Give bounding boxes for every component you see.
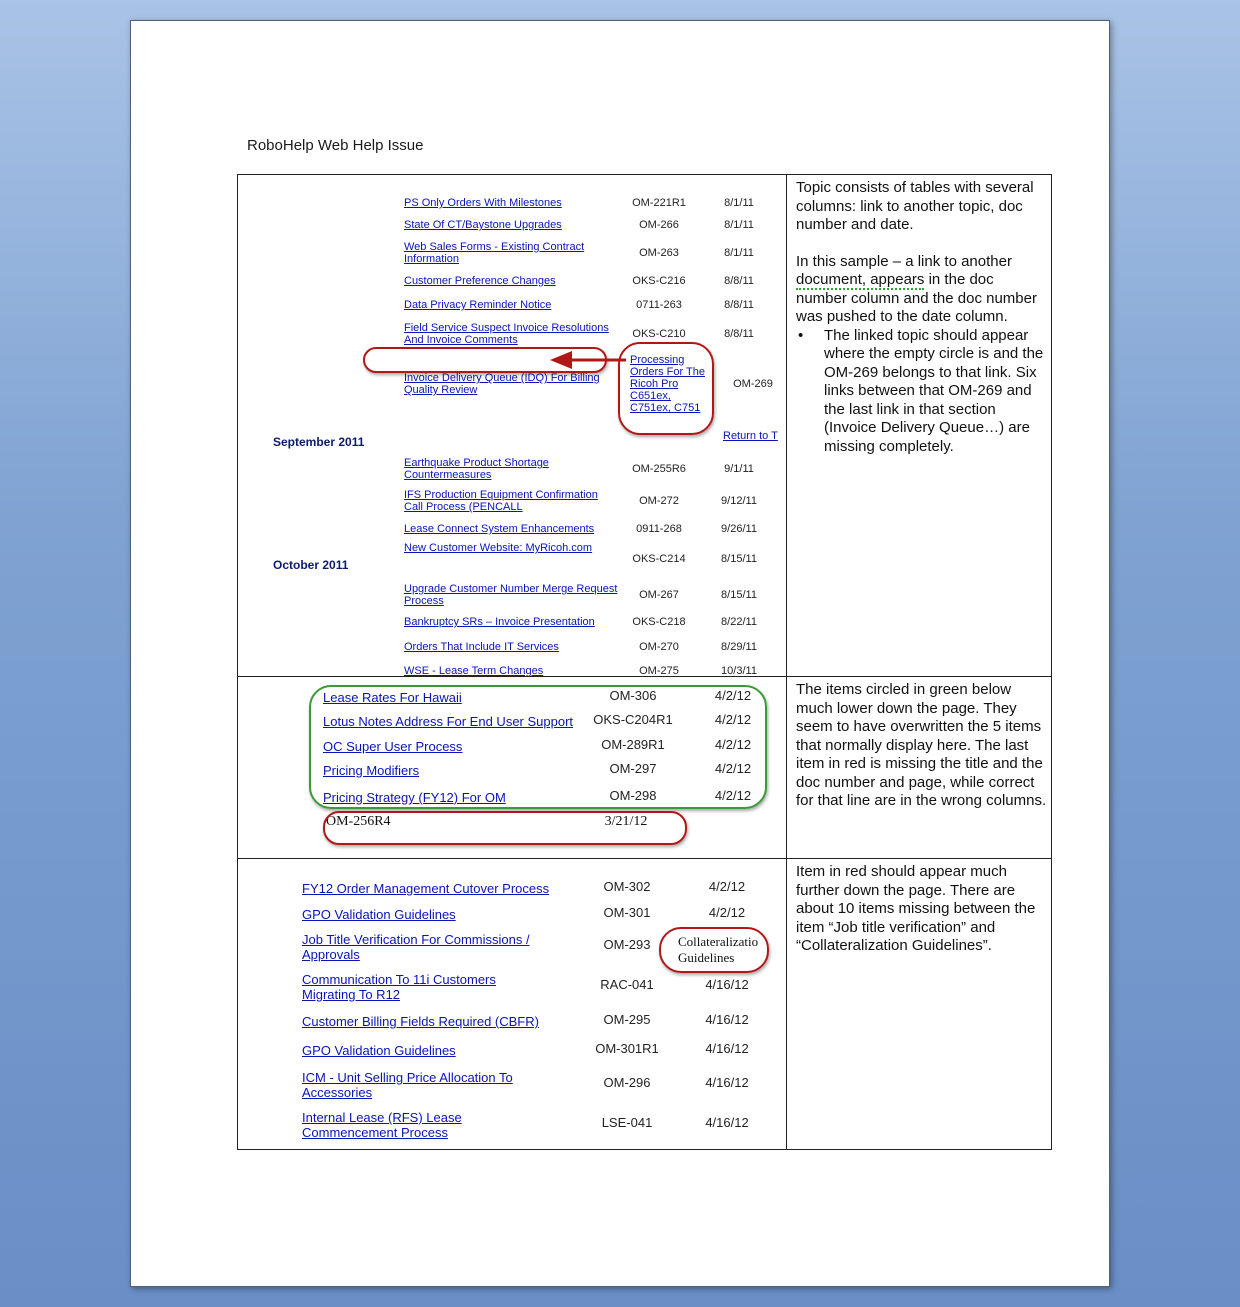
doc-number: OM-256R4 bbox=[326, 814, 391, 829]
date: 4/2/12 bbox=[714, 688, 752, 703]
misplaced-title: Collateralizatio Guidelines bbox=[678, 934, 759, 965]
topic-link[interactable]: PS Only Orders With Milestones bbox=[404, 197, 562, 209]
date: 10/3/11 bbox=[721, 665, 757, 676]
doc-number: LSE-041 bbox=[601, 1115, 653, 1130]
doc-number: OM-255R6 bbox=[632, 463, 686, 475]
topic-link[interactable]: Customer Preference Changes bbox=[404, 275, 556, 287]
date: 8/15/11 bbox=[721, 553, 757, 565]
doc-number: OM-267 bbox=[639, 589, 679, 601]
topic-link[interactable]: New Customer Website: MyRicoh.com bbox=[404, 542, 593, 554]
date: 8/1/11 bbox=[724, 197, 754, 209]
doc-number: OM-269 bbox=[733, 378, 773, 390]
topic-link[interactable]: Invoice Delivery Queue (IDQ) For Billing Quality Review bbox=[404, 372, 600, 396]
date: 9/12/11 bbox=[721, 495, 757, 507]
topic-link[interactable]: IFS Production Equipment Confirmation Call Process (PENCALL bbox=[404, 489, 598, 513]
topic-link[interactable]: Orders That Include IT Services bbox=[404, 641, 559, 653]
topic-link[interactable]: Lotus Notes Address For End User Support bbox=[323, 714, 574, 729]
topic-link[interactable]: Pricing Modifiers bbox=[323, 763, 420, 778]
doc-number: OM-306 bbox=[609, 688, 657, 703]
date: 4/2/12 bbox=[708, 879, 746, 894]
topic-link[interactable]: State Of CT/Baystone Upgrades bbox=[404, 219, 562, 231]
green-circle bbox=[309, 685, 767, 809]
topic-link[interactable]: OC Super User Process bbox=[323, 739, 463, 754]
date: 8/1/11 bbox=[724, 219, 754, 231]
date: 8/22/11 bbox=[721, 616, 757, 628]
red-circle bbox=[618, 342, 714, 435]
note-list bbox=[796, 327, 1048, 457]
return-link[interactable]: Return to T bbox=[723, 430, 778, 442]
topic-link[interactable]: Pricing Strategy (FY12) For OM bbox=[323, 790, 506, 805]
topic-link[interactable]: WSE - Lease Term Changes bbox=[404, 665, 544, 676]
topic-link[interactable]: Data Privacy Reminder Notice bbox=[404, 299, 552, 311]
date: 4/2/12 bbox=[714, 788, 752, 803]
topic-link[interactable]: Processing Orders For The Ricoh Pro C651ex, C751ex, C751 bbox=[630, 354, 705, 414]
doc-number: OM-293 bbox=[603, 937, 651, 952]
red-circle bbox=[659, 927, 769, 973]
doc-number: OM-301R1 bbox=[595, 1041, 659, 1056]
date: 9/26/11 bbox=[721, 523, 757, 535]
topic-link[interactable]: FY12 Order Management Cutover Process bbox=[302, 881, 550, 896]
doc-number: OM-272 bbox=[639, 495, 679, 507]
notes: The items circled in green below much lower down the page. They seem to have overwritten the 5 items that normally display here. The last item in red is missing the title and the doc number and page, while correct for that line are in the wrong columns. bbox=[796, 681, 1047, 809]
date: 4/16/12 bbox=[705, 977, 749, 992]
date: 8/1/11 bbox=[724, 247, 754, 259]
note-text: in the doc number column and the doc number was pushed to the date column. bbox=[796, 271, 1037, 325]
date: 8/8/11 bbox=[724, 275, 754, 287]
note-paragraph: Topic consists of tables with several columns: link to another topic, doc number and date. bbox=[796, 179, 1034, 233]
document-title: RoboHelp Web Help Issue bbox=[247, 137, 424, 154]
notes-cell bbox=[787, 859, 1051, 1149]
doc-number: OM-296 bbox=[603, 1075, 651, 1090]
month-heading: October 2011 bbox=[273, 558, 349, 572]
topic-link[interactable]: ICM - Unit Selling Price Allocation To Accessories bbox=[302, 1070, 513, 1100]
doc-number: OM-263 bbox=[639, 247, 679, 259]
red-circle bbox=[323, 811, 687, 845]
date: 8/8/11 bbox=[724, 328, 754, 340]
topic-link[interactable]: Field Service Suspect Invoice Resolutions And Invoice Comments bbox=[404, 322, 609, 346]
doc-number: OM-221R1 bbox=[632, 197, 686, 209]
topic-link[interactable]: Web Sales Forms - Existing Contract Information bbox=[404, 241, 585, 265]
date: 4/2/12 bbox=[708, 905, 746, 920]
doc-number: OKS-C204R1 bbox=[593, 712, 673, 727]
issue-table bbox=[237, 174, 1052, 1150]
note-bullet: • The linked topic should appear where the empty circle is and the OM-269 belongs to that link. Six links between that OM-269 and the last link in that section (Invoice Delivery Queue…) are missing completely. bbox=[824, 327, 1048, 457]
notes: Item in red should appear much further down the page. There are about 10 items missing between the item “Job title verification” and “Collateralization Guidelines”. bbox=[796, 863, 1036, 954]
screenshot-cell bbox=[238, 175, 787, 676]
date: 4/16/12 bbox=[705, 1041, 749, 1056]
topic-link[interactable]: Earthquake Product Shortage Countermeasures bbox=[404, 457, 549, 481]
notes-cell bbox=[787, 175, 1051, 676]
topic-link[interactable]: Lease Connect System Enhancements bbox=[404, 523, 595, 535]
doc-number: OM-297 bbox=[609, 761, 657, 776]
date: 4/2/12 bbox=[714, 737, 752, 752]
topic-link[interactable]: Lease Rates For Hawaii bbox=[323, 690, 462, 705]
table-row bbox=[238, 859, 1051, 1149]
date: 9/1/11 bbox=[724, 463, 754, 475]
date: 3/21/12 bbox=[604, 814, 648, 829]
doc-number: OM-266 bbox=[639, 219, 679, 231]
topic-link[interactable]: Bankruptcy SRs – Invoice Presentation bbox=[404, 616, 595, 628]
document-page bbox=[130, 20, 1110, 1287]
date: 4/16/12 bbox=[705, 1115, 749, 1130]
date: 4/2/12 bbox=[714, 761, 752, 776]
doc-number: OM-298 bbox=[609, 788, 657, 803]
topic-link[interactable]: Job Title Verification For Commissions / Approvals bbox=[302, 932, 530, 962]
date: 8/8/11 bbox=[724, 299, 754, 311]
table-row bbox=[238, 175, 1051, 677]
doc-number: OM-270 bbox=[639, 641, 679, 653]
notes-cell bbox=[787, 677, 1051, 858]
notes bbox=[796, 179, 1048, 456]
table-row bbox=[238, 677, 1051, 859]
date: 4/16/12 bbox=[705, 1075, 749, 1090]
doc-number: OM-301 bbox=[603, 905, 651, 920]
topic-link[interactable]: GPO Validation Guidelines bbox=[302, 1043, 456, 1058]
topic-link[interactable]: Upgrade Customer Number Merge Request Process bbox=[404, 583, 618, 607]
screenshot-cell bbox=[238, 859, 787, 1149]
topic-link[interactable]: Internal Lease (RFS) Lease Commencement Process bbox=[302, 1110, 462, 1140]
date: 4/2/12 bbox=[714, 712, 752, 727]
doc-number: RAC-041 bbox=[600, 977, 654, 992]
note-paragraph bbox=[796, 253, 1048, 327]
topic-link[interactable]: GPO Validation Guidelines bbox=[302, 907, 456, 922]
doc-number: OM-295 bbox=[603, 1012, 651, 1027]
red-arrow-icon bbox=[548, 349, 628, 371]
doc-number: 0711-263 bbox=[636, 299, 682, 311]
date: 8/29/11 bbox=[721, 641, 757, 653]
month-heading: September 2011 bbox=[273, 435, 365, 449]
doc-number: OKS-C218 bbox=[632, 616, 686, 628]
note-text-flagged: document, appears bbox=[796, 271, 925, 288]
note-text: In this sample – a link to another bbox=[796, 252, 1012, 270]
date: 8/15/11 bbox=[721, 589, 757, 601]
doc-number: OKS-C214 bbox=[632, 553, 686, 565]
date: 4/16/12 bbox=[705, 1012, 749, 1027]
doc-number: OKS-C216 bbox=[632, 275, 686, 287]
topic-link[interactable]: Communication To 11i Customers Migrating To R12 bbox=[302, 972, 496, 1002]
doc-number: 0911-268 bbox=[636, 523, 682, 535]
doc-number: OKS-C210 bbox=[632, 328, 686, 340]
doc-number: OM-275 bbox=[639, 665, 679, 676]
doc-number: OM-302 bbox=[603, 879, 651, 894]
doc-number: OM-289R1 bbox=[601, 737, 665, 752]
topic-link[interactable]: Customer Billing Fields Required (CBFR) bbox=[302, 1014, 539, 1029]
screenshot-cell bbox=[238, 677, 787, 858]
